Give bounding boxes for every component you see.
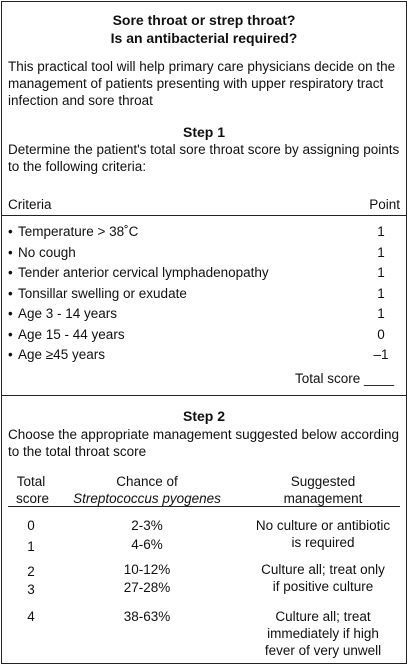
bullet-icon: • <box>8 347 13 362</box>
score-cell: 4 <box>27 609 35 624</box>
chance-cell: 38-63% <box>123 609 171 624</box>
score-header-line2: score <box>16 491 50 506</box>
score-cell: 3 <box>27 582 35 597</box>
criterion-label: Age ≥45 years <box>18 347 105 362</box>
chance-header-line1: Chance of <box>116 474 178 489</box>
criterion-row <box>8 306 400 326</box>
criterion-label: No cough <box>18 245 76 260</box>
step2-section <box>2 396 406 664</box>
management-line: fever of very unwell <box>264 643 382 658</box>
management-column-header <box>247 473 399 507</box>
bullet-icon: • <box>8 306 13 321</box>
score-cell: 1 <box>27 539 35 554</box>
criterion-point: –1 <box>373 347 389 362</box>
criterion-row <box>8 286 400 306</box>
management-line: Culture all; treat <box>275 609 371 624</box>
criterion-row <box>8 245 400 265</box>
criterion-label: Tender anterior cervical lymphadenopathy <box>18 265 269 280</box>
criterion-point: 1 <box>377 286 385 301</box>
criterion-row <box>8 265 400 285</box>
score-column-header <box>16 473 50 507</box>
criterion-point: 1 <box>377 265 385 280</box>
management-line: No culture or antibiotic <box>255 518 391 533</box>
step2-heading: Step 2 <box>182 408 225 424</box>
chance-cell: 27-28% <box>123 580 171 595</box>
bullet-icon: • <box>8 286 13 301</box>
table-header-divider <box>8 506 400 507</box>
management-line: immediately if high <box>267 626 379 641</box>
step1-instruction: Determine the patient's total sore throat score by assigning points to the following criteria: <box>8 142 400 174</box>
chance-cell: 10-12% <box>123 562 171 577</box>
criteria-column-header: Criteria <box>8 197 52 212</box>
criterion-label: Tonsillar swelling or exudate <box>18 286 187 301</box>
criterion-point: 1 <box>377 306 385 321</box>
management-cell <box>247 561 399 595</box>
score-header-line1: Total <box>16 474 46 489</box>
step1-section <box>2 2 406 396</box>
title-line2: Is an antibacterial required? <box>110 30 298 46</box>
chance-cell: 2-3% <box>131 518 163 533</box>
point-column-header: Point <box>369 197 400 212</box>
bullet-icon: • <box>8 327 13 342</box>
total-score-field: Total score ____ <box>294 371 394 386</box>
management-header-line2: management <box>283 491 363 506</box>
management-cell <box>247 517 399 551</box>
chance-header-line2: Streptococcus pyogenes <box>73 491 221 506</box>
criterion-point: 1 <box>377 245 385 260</box>
criterion-label: Age 15 - 44 years <box>18 327 125 342</box>
sore-throat-tool-frame <box>1 1 407 664</box>
chance-column-header <box>72 473 222 507</box>
criterion-point: 1 <box>377 224 385 239</box>
title-line1: Sore throat or strep throat? <box>112 12 296 28</box>
step1-heading: Step 1 <box>182 124 225 140</box>
management-line: if positive culture <box>272 579 374 594</box>
criterion-row <box>8 224 400 244</box>
score-cell: 2 <box>27 564 35 579</box>
intro-text: This practical tool will help primary care physicians decide on the management of patients presenting with upper respiratory tract infection and sore throat <box>8 59 396 108</box>
management-line: is required <box>291 535 355 550</box>
management-header-line1: Suggested <box>290 474 356 489</box>
criterion-label: Age 3 - 14 years <box>18 306 118 321</box>
criteria-header-row <box>2 195 406 216</box>
bullet-icon: • <box>8 224 13 239</box>
management-line: Culture all; treat only <box>261 562 385 577</box>
criterion-point: 0 <box>377 327 385 342</box>
bullet-icon: • <box>8 265 13 280</box>
step2-instruction: Choose the appropriate management suggested below according to the total throat score <box>8 427 400 459</box>
management-cell <box>247 608 399 659</box>
criterion-row <box>8 327 400 347</box>
bullet-icon: • <box>8 245 13 260</box>
criterion-row <box>8 347 400 367</box>
criterion-label: Temperature > 38˚C <box>18 224 139 239</box>
chance-cell: 4-6% <box>131 537 163 552</box>
score-cell: 0 <box>27 518 35 533</box>
